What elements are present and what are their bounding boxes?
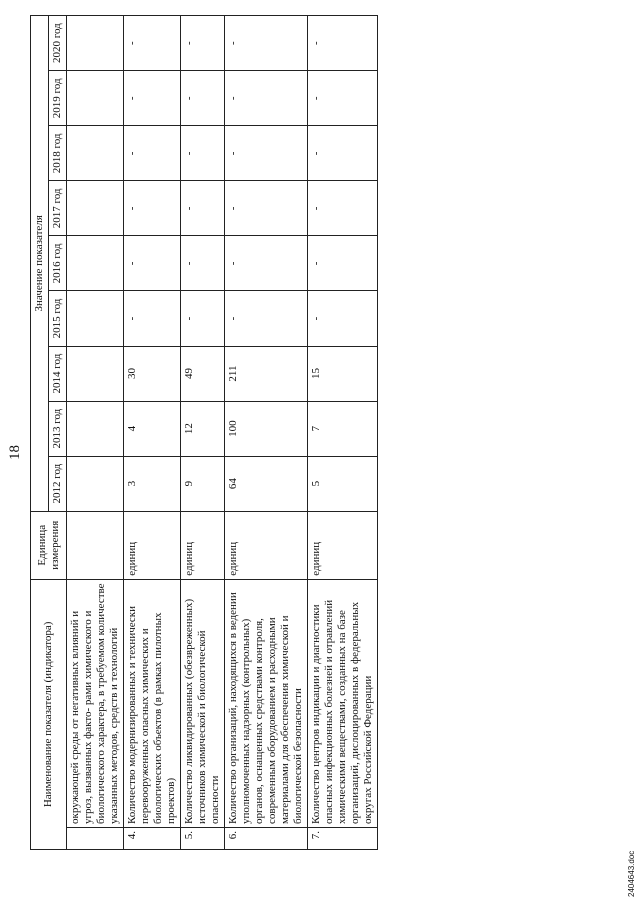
value-cell [67,291,124,346]
table-header [31,16,67,850]
value-cell: 49 [181,346,225,401]
value-cell [67,71,124,126]
value-cell [67,181,124,236]
value-cell: - [124,126,181,181]
value-cell: 7 [308,401,378,456]
value-cell: - [308,126,378,181]
value-cell: - [124,291,181,346]
unit-cell: единиц [181,511,225,579]
value-cell: - [124,236,181,291]
value-cell: - [225,16,308,71]
value-cell: - [308,71,378,126]
unit-cell: единиц [225,511,308,579]
row-number: 4. [124,827,181,849]
value-cell [67,236,124,291]
row-number: 7. [308,827,378,849]
value-cell: - [308,291,378,346]
row-number: 5. [181,827,225,849]
year-header: 2014 год [49,346,67,401]
header-row-top [31,16,49,850]
value-cell [67,346,124,401]
year-header: 2019 год [49,71,67,126]
indicators-table [30,15,378,850]
indicator-name: Количество модернизированных и технически перевооруженных опасных химических и биологических объектов (в рамках пилотных проектов) [124,579,181,827]
values-group-header: Значение показателя [31,16,49,512]
value-cell: 5 [308,456,378,511]
value-cell: 64 [225,456,308,511]
value-cell: - [225,291,308,346]
value-cell: - [225,126,308,181]
table-row [225,16,308,850]
value-cell: - [124,16,181,71]
value-cell: - [308,181,378,236]
indicator-name: Количество ликвидированных (обезвреженных) источников химической и биологической опасности [181,579,225,827]
value-cell: - [181,71,225,126]
value-cell: - [124,181,181,236]
value-cell: 30 [124,346,181,401]
value-cell: 12 [181,401,225,456]
value-cell: - [225,71,308,126]
year-header: 2018 год [49,126,67,181]
table-body [67,16,378,850]
unit-column-header: Единица измерения [31,511,67,579]
page-number: 18 [7,445,23,460]
unit-cell: единиц [308,511,378,579]
value-cell: 4 [124,401,181,456]
value-cell: - [225,181,308,236]
year-header: 2013 год [49,401,67,456]
table-row [181,16,225,850]
value-cell: 3 [124,456,181,511]
table-row [124,16,181,850]
value-cell: - [181,291,225,346]
value-cell [67,126,124,181]
row-number: 6. [225,827,308,849]
value-cell: - [308,236,378,291]
year-header: 2020 год [49,16,67,71]
indicator-name: окружающей среды от негативных влияний и угроз, вызванных факто- рами химического и биологического характера, в требуемом количестве указанных методов, средств и технологий [67,579,124,827]
value-cell [67,456,124,511]
value-cell [67,16,124,71]
indicator-name: Количество центров индикации и диагностики опасных инфекционных болезней и отравлений химическими веществами, созданных на базе организаций, дислоцированных в федеральных округах Российской Федерации [308,579,378,827]
value-cell: - [225,236,308,291]
year-header: 2015 год [49,291,67,346]
value-cell: 100 [225,401,308,456]
value-cell: 9 [181,456,225,511]
value-cell: - [181,16,225,71]
year-header: 2012 год [49,456,67,511]
value-cell: 15 [308,346,378,401]
document-filename: 2404643.doc [627,850,636,897]
value-cell: 211 [225,346,308,401]
unit-cell: единиц [124,511,181,579]
value-cell: - [181,181,225,236]
name-column-header: Наименование показателя (индикатора) [31,579,67,849]
indicator-name: Количество организаций, находящихся в ведении уполномоченных надзорных (контрольных) органов, оснащенных средствами контроля, современным оборудованием и расходными материалами для обеспечения химической и биологической безопасности [225,579,308,827]
value-cell: - [124,71,181,126]
year-header: 2016 год [49,236,67,291]
year-header: 2017 год [49,181,67,236]
table-row [308,16,378,850]
value-cell: - [181,126,225,181]
table-row [67,16,124,850]
value-cell [67,401,124,456]
unit-cell [67,511,124,579]
value-cell: - [181,236,225,291]
value-cell: - [308,16,378,71]
row-number [67,827,124,849]
